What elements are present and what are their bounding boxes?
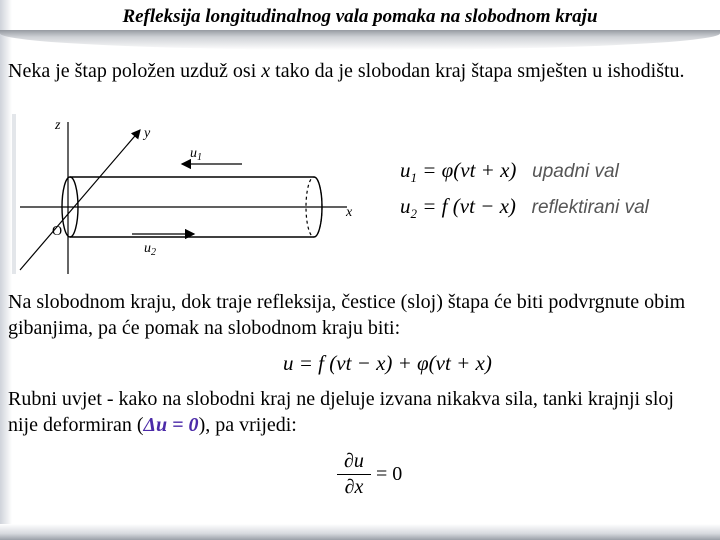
u1-label-sub: 1	[197, 152, 202, 163]
u1-label	[190, 146, 202, 163]
incident-wave-equation	[400, 158, 619, 186]
boundary-text-start: Rubni uvjet - kako na slobodni kraj ne djeluje izvana nikakva sila, tanki krajnji sloj nije deformiran (	[8, 388, 674, 436]
eq1-subscript: 1	[410, 170, 417, 186]
x-axis-label: x	[346, 205, 353, 220]
origin-label: O	[52, 224, 63, 239]
free-end-paragraph: Na slobodnom kraju, dok traje refleksija, čestice (sloj) štapa će biti podvrgnute obim gibanjima, pa će pomak na slobodnom kraju biti:	[8, 291, 686, 339]
total-displacement-equation: u = f (vt − x) + φ(vt + x)	[283, 351, 492, 375]
eq1-label: upadni val	[532, 161, 619, 182]
boundary-text-end: ), pa vrijedi:	[198, 414, 297, 436]
fraction-equals-zero: = 0	[376, 463, 403, 485]
u1-label-base: u	[190, 146, 197, 161]
title-underline-swoosh	[0, 30, 720, 50]
fraction-denominator: ∂x	[344, 476, 364, 498]
y-axis-line	[20, 130, 140, 270]
delta-u-highlight: Δu = 0	[143, 414, 199, 436]
fraction-numerator: ∂u	[337, 450, 371, 475]
eq2-lhs: u	[400, 194, 411, 218]
intro-paragraph	[8, 58, 708, 84]
intro-text-end: tako da je slobodan kraj štapa smješten u ishodištu.	[270, 60, 685, 82]
slide-title: Refleksija longitudinalnog vala pomaka na slobodnom kraju	[122, 6, 598, 27]
boundary-condition-paragraph	[8, 386, 708, 438]
diagram-shadow	[12, 114, 16, 274]
rod-diagram	[12, 112, 372, 277]
eq1-rhs: = φ(vt + x)	[417, 158, 517, 182]
intro-variable: x	[261, 60, 271, 82]
u2-label-base: u	[144, 241, 151, 256]
u2-label-sub: 2	[151, 247, 156, 258]
u2-label	[144, 241, 156, 258]
bottom-frame-decoration	[0, 524, 720, 540]
eq2-rhs: = f (vt − x)	[417, 194, 516, 218]
y-axis-label: y	[144, 126, 151, 141]
intro-text-start: Neka je štap položen uzduž osi	[8, 60, 262, 82]
partial-derivative-fraction	[337, 450, 371, 499]
eq2-subscript: 2	[410, 206, 417, 222]
eq2-label: reflektirani val	[531, 197, 649, 218]
reflected-wave-equation	[400, 194, 649, 222]
eq1-lhs: u	[400, 158, 411, 182]
z-axis-label: z	[55, 118, 61, 133]
